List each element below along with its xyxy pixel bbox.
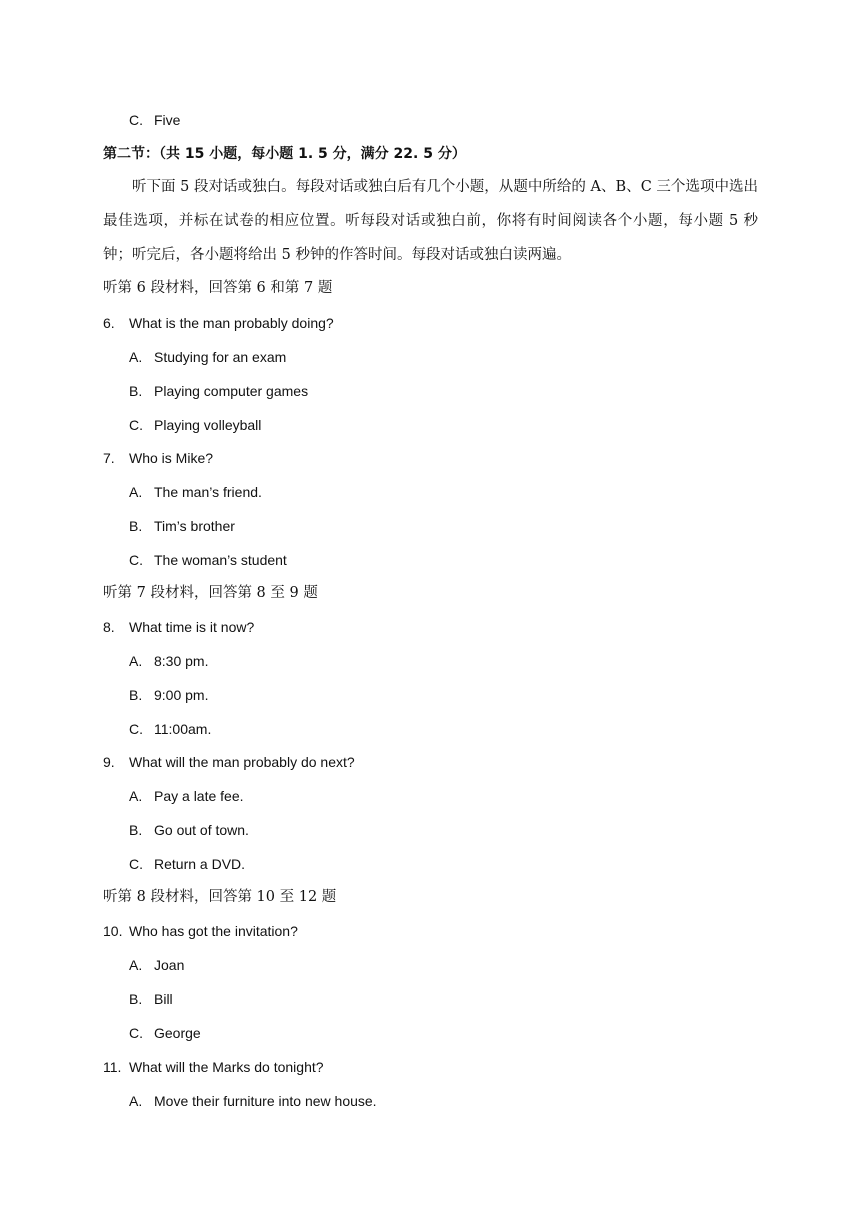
question-number: 7.: [103, 450, 115, 466]
option-text: 11:00am.: [154, 721, 212, 737]
question-number: 11.: [103, 1059, 122, 1075]
option-letter: A.: [129, 957, 143, 973]
question-text: Who has got the invitation?: [129, 923, 298, 939]
option-letter: A.: [129, 349, 143, 365]
option-letter: B.: [129, 383, 143, 399]
option-letter: C.: [129, 112, 143, 128]
option-letter: C.: [129, 721, 143, 737]
option-text: The man’s friend.: [154, 484, 262, 500]
material-header: 听第 8 段材料，回答第 10 至 12 题: [103, 889, 337, 905]
option-letter: C.: [129, 417, 143, 433]
material-header: 听第 6 段材料，回答第 6 和第 7 题: [103, 280, 333, 296]
option-letter: B.: [129, 822, 143, 838]
option-letter: C.: [129, 1025, 143, 1041]
question-number: 8.: [103, 619, 115, 635]
option-letter: B.: [129, 518, 143, 534]
question-text: What will the man probably do next?: [129, 754, 355, 770]
question-number: 10.: [103, 923, 123, 939]
option-letter: C.: [129, 856, 143, 872]
option-text: Joan: [154, 957, 185, 973]
option-text: Bill: [154, 991, 173, 1007]
option-letter: A.: [129, 1093, 143, 1109]
option-text: 9:00 pm.: [154, 687, 209, 703]
section-header: 第二节：（共 15 小题，每小题 1. 5 分，满分 22. 5 分）: [103, 146, 466, 162]
option-text: Tim’s brother: [154, 518, 235, 534]
option-text: Playing computer games: [154, 383, 309, 399]
option-text: Studying for an exam: [154, 349, 287, 365]
question-text: Who is Mike?: [129, 450, 214, 466]
question-text: What will the Marks do tonight?: [129, 1059, 324, 1075]
option-letter: A.: [129, 484, 143, 500]
option-letter: C.: [129, 552, 143, 568]
option-letter: A.: [129, 653, 143, 669]
instructions-paragraph: 听下面 5 段对话或独白。每段对话或独白后有几个小题，从题中所给的 A、B、C 三个选项中选出最佳选项，并标在试卷的相应位置。听每段对话或独白前，你将有时间阅读各个小题，每小题 5 秒钟；听完后，各小题将给出 5 秒钟的作答时间。每段对话或独白读两遍。: [103, 179, 758, 263]
option-text: George: [154, 1025, 201, 1041]
option-text: Playing volleyball: [154, 417, 262, 433]
question-number: 6.: [103, 315, 115, 331]
material-header: 听第 7 段材料，回答第 8 至 9 题: [103, 585, 318, 601]
option-text: Pay a late fee.: [154, 788, 244, 804]
question-number: 9.: [103, 754, 115, 770]
option-letter: B.: [129, 687, 143, 703]
option-text: Five: [154, 112, 181, 128]
option-letter: B.: [129, 991, 143, 1007]
option-text: Go out of town.: [154, 822, 249, 838]
option-text: The woman’s student: [154, 552, 287, 568]
option-text: 8:30 pm.: [154, 653, 209, 669]
option-letter: A.: [129, 788, 143, 804]
option-text: Return a DVD.: [154, 856, 246, 872]
option-text: Move their furniture into new house.: [154, 1093, 377, 1109]
question-text: What time is it now?: [129, 619, 255, 635]
question-text: What is the man probably doing?: [129, 315, 334, 331]
